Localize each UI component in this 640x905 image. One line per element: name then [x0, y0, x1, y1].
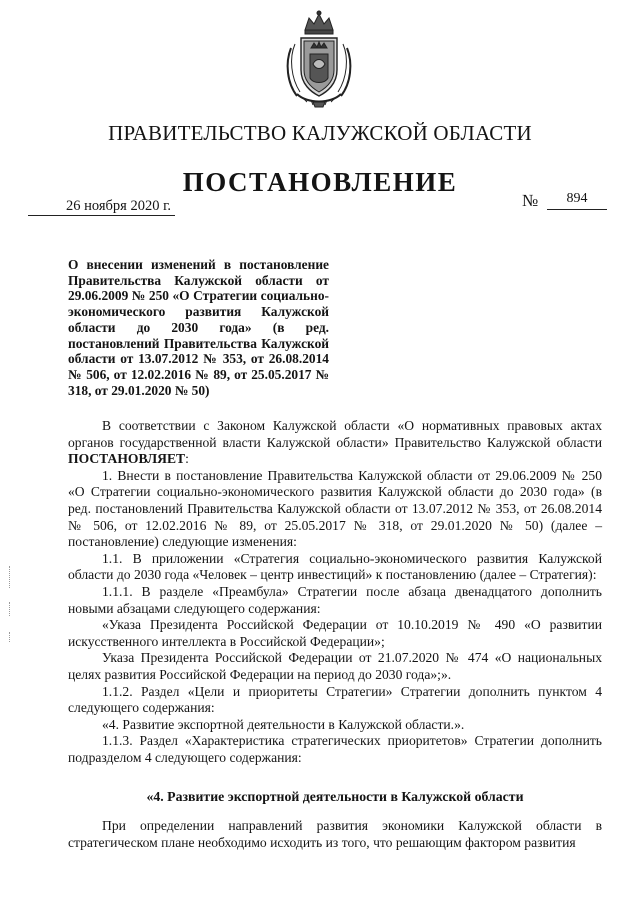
decree-body	[68, 418, 602, 852]
last-paragraph: При определении направлений развития экономики Калужской области в стратегическом плане необходимо исходить из того, что решающим фактором развития	[68, 818, 602, 851]
margin-mark	[9, 566, 11, 588]
document-type-title: ПОСТАНОВЛЕНИЕ	[182, 167, 458, 197]
paragraph-1-1: 1.1. В приложении «Стратегия социально-экономического развития Калужской области до 2030 года «Человек – центр инвестиций» к постановлению (далее – Стратегия):	[68, 550, 602, 583]
paragraph-1: 1. Внести в постановление Правительства Калужской области от 29.06.2009 № 250 «О Стратегии социально-экономического развития Калужской области до 2030 года» (в ред. постановлений Правительства Калужской области от 13.07.2012 № 353, от 26.08.2014 № 506, от 12.02.2016 № 89, от 25.05.2017 № 318, от 29.01.2020 № 50) (далее – постановление) следующие изменения:	[68, 467, 602, 550]
coat-of-arms-emblem	[283, 8, 355, 108]
paragraph-1-1-3: 1.1.3. Раздел «Характеристика стратегических приоритетов» Стратегии дополнить подразделом 4 следующего содержания:	[68, 733, 602, 765]
margin-mark	[9, 632, 11, 642]
government-title: ПРАВИТЕЛЬСТВО КАЛУЖСКОЙ ОБЛАСТИ	[108, 121, 532, 145]
intro-colon: :	[185, 451, 189, 467]
decree-subject: О внесении изменений в постановление Правительства Калужской области от 29.06.2009 № 250 «О Стратегии социально-экономического развития Калужской области до 2030 года» (в ред. постановлений Правительства Калужской области от 13.07.2012 № 353, от 26.08.2014 № 506, от 12.02.2016 № 89, от 25.05.2017 № 318, от 29.01.2020 № 50)	[68, 257, 329, 398]
quote-1: «Указа Президента Российской Федерации от 10.10.2019 № 490 «О развитии искусственного интеллекта в Российской Федерации»;	[68, 617, 602, 649]
quote-2: Указа Президента Российской Федерации от 21.07.2020 № 474 «О национальных целях развития Российской Федерации на период до 2030 года»;».	[68, 650, 602, 682]
decree-date: 26 ноября 2020 г.	[28, 198, 175, 216]
paragraph-1-1-2: 1.1.2. Раздел «Цели и приоритеты Стратегии» Стратегии дополнить пунктом 4 следующего содержания:	[68, 683, 602, 716]
quote-3: «4. Развитие экспортной деятельности в Калужской области.».	[102, 716, 465, 732]
section-title: «4. Развитие экспортной деятельности в Калужской области	[146, 789, 524, 805]
intro-text: В соответствии с Законом Калужской области «О нормативных правовых актах органов государственной власти Калужской области» Правительство Калужской области	[68, 418, 602, 450]
intro-paragraph	[68, 418, 602, 468]
decree-number: 894	[547, 191, 607, 210]
paragraph-1-1-1: 1.1.1. В разделе «Преамбула» Стратегии после абзаца двенадцатого дополнить новыми абзацами следующего содержания:	[68, 583, 602, 616]
margin-mark	[9, 602, 11, 616]
intro-resolves: ПОСТАНОВЛЯЕТ	[68, 451, 186, 467]
number-label: №	[522, 191, 539, 210]
